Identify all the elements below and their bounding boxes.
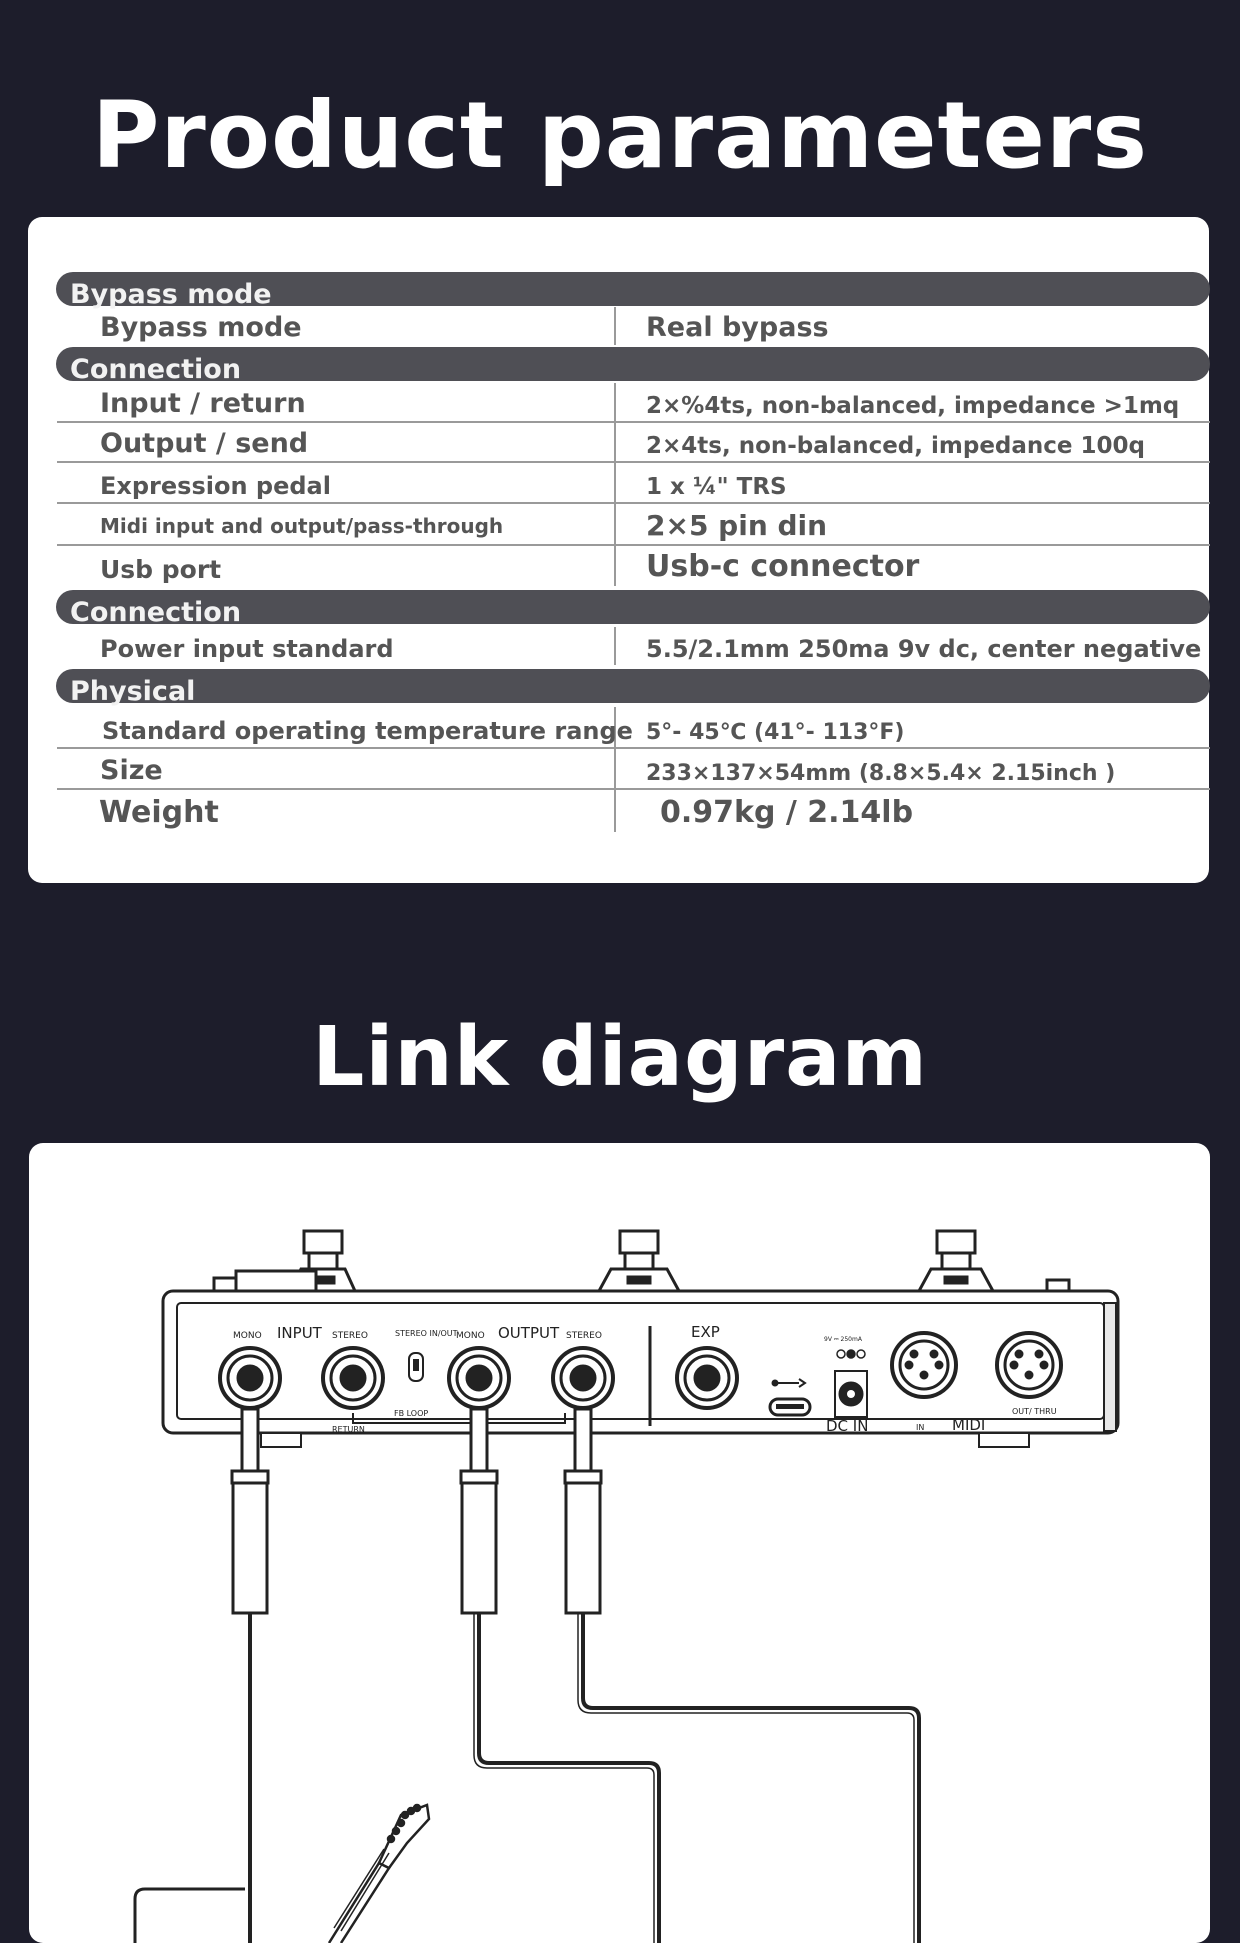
spec-row-size <box>57 749 1210 790</box>
spec-row-output-send <box>57 423 1210 463</box>
exp-jack-icon <box>677 1348 737 1408</box>
column-divider <box>614 749 616 788</box>
section-header-label: Bypass mode <box>70 279 272 310</box>
label-dc-in: DC IN <box>826 1417 869 1435</box>
column-divider <box>614 423 616 461</box>
label-midi: MIDI <box>952 1416 986 1434</box>
spec-value: 2×5 pin din <box>646 509 828 542</box>
midi-in-port-icon <box>892 1333 956 1397</box>
spec-label: Expression pedal <box>100 472 331 500</box>
spec-label: Bypass mode <box>100 312 302 343</box>
spec-label: Standard operating temperature range <box>102 717 633 745</box>
label-midi-in: IN <box>916 1423 925 1432</box>
spec-label: Size <box>100 755 163 786</box>
spec-row-expression-pedal <box>57 463 1210 504</box>
spec-row-power-input <box>57 627 1210 665</box>
spec-label: Input / return <box>100 388 306 419</box>
label-output-stereo: STEREO <box>566 1331 602 1341</box>
spec-value: 1 x ¼" TRS <box>646 474 787 500</box>
section-header-connection <box>56 347 1210 385</box>
link-diagram-illustration <box>29 1143 1210 1943</box>
spec-card <box>28 217 1209 883</box>
label-exp: EXP <box>691 1323 720 1341</box>
spec-value: 5.5/2.1mm 250ma 9v dc, center negative <box>646 635 1202 663</box>
cable-plug-input-mono <box>232 1409 268 1943</box>
label-return: RETURN <box>332 1425 365 1434</box>
spec-value: 5°- 45℃ (41°- 113°F) <box>646 720 905 745</box>
spec-row-temperature <box>57 707 1210 749</box>
column-divider <box>614 627 616 665</box>
input-stereo-jack-icon <box>323 1348 383 1408</box>
cable-plug-output-stereo <box>565 1409 919 1943</box>
column-divider <box>614 790 616 832</box>
section-header-physical <box>56 669 1210 707</box>
label-fb-loop: FB LOOP <box>394 1409 429 1418</box>
column-divider <box>614 383 616 421</box>
spec-value: 233×137×54mm (8.8×5.4× 2.15inch ) <box>646 761 1116 786</box>
spec-value: Real bypass <box>646 312 829 343</box>
link-diagram-card <box>29 1143 1210 1943</box>
label-input: INPUT <box>277 1324 322 1342</box>
label-input-mono: MONO <box>233 1331 262 1341</box>
spec-label: Power input standard <box>100 635 394 663</box>
spec-value: Usb-c connector <box>646 549 920 584</box>
spec-value: 2×%4ts, non-balanced, impedance >1mq <box>646 393 1180 419</box>
footswitch-icon <box>599 1231 679 1291</box>
section-header-bypass <box>56 272 1210 310</box>
spec-label: Output / send <box>100 428 309 459</box>
page-title-parameters: Product parameters <box>91 82 1149 189</box>
label-dc-rating: 9V ⎓ 250mA <box>824 1336 862 1343</box>
section-header-connection <box>56 590 1210 628</box>
output-stereo-jack-icon <box>553 1348 613 1408</box>
spec-value: 2×4ts, non-balanced, impedance 100q <box>646 433 1145 459</box>
guitar-cable <box>135 1889 245 1943</box>
section-header-label: Connection <box>70 597 242 628</box>
spec-label: Weight <box>99 795 219 830</box>
section-header-label: Physical <box>70 676 196 707</box>
label-stereo-in-out: STEREO IN/OUT <box>395 1329 458 1338</box>
stereo-toggle-switch-icon <box>409 1353 423 1381</box>
column-divider <box>614 546 616 586</box>
guitar-icon <box>329 1805 429 1943</box>
label-output: OUTPUT <box>498 1324 560 1342</box>
label-midi-out-thru: OUT/ THRU <box>1012 1407 1057 1416</box>
label-output-mono: MONO <box>456 1331 485 1341</box>
column-divider <box>614 463 616 502</box>
spec-row-input-return <box>57 383 1210 423</box>
output-mono-jack-icon <box>449 1348 509 1408</box>
label-input-stereo: STEREO <box>332 1331 368 1341</box>
cable-plug-output-mono <box>461 1409 659 1943</box>
spec-label: Midi input and output/pass-through <box>100 514 504 538</box>
spec-value: 0.97kg / 2.14lb <box>660 795 914 830</box>
section-header-label: Connection <box>70 354 242 385</box>
spec-label: Usb port <box>100 555 222 584</box>
column-divider <box>614 504 616 544</box>
column-divider <box>614 307 616 345</box>
footswitch-icon <box>919 1231 993 1291</box>
page-title-link-diagram: Link diagram <box>312 1010 928 1105</box>
input-mono-jack-icon <box>220 1348 280 1408</box>
spec-row-usb-port <box>57 546 1210 586</box>
spec-row-weight <box>57 790 1210 832</box>
midi-out-thru-port-icon <box>997 1333 1061 1397</box>
spec-row-bypass-mode <box>57 307 1210 345</box>
spec-row-midi <box>57 504 1210 546</box>
